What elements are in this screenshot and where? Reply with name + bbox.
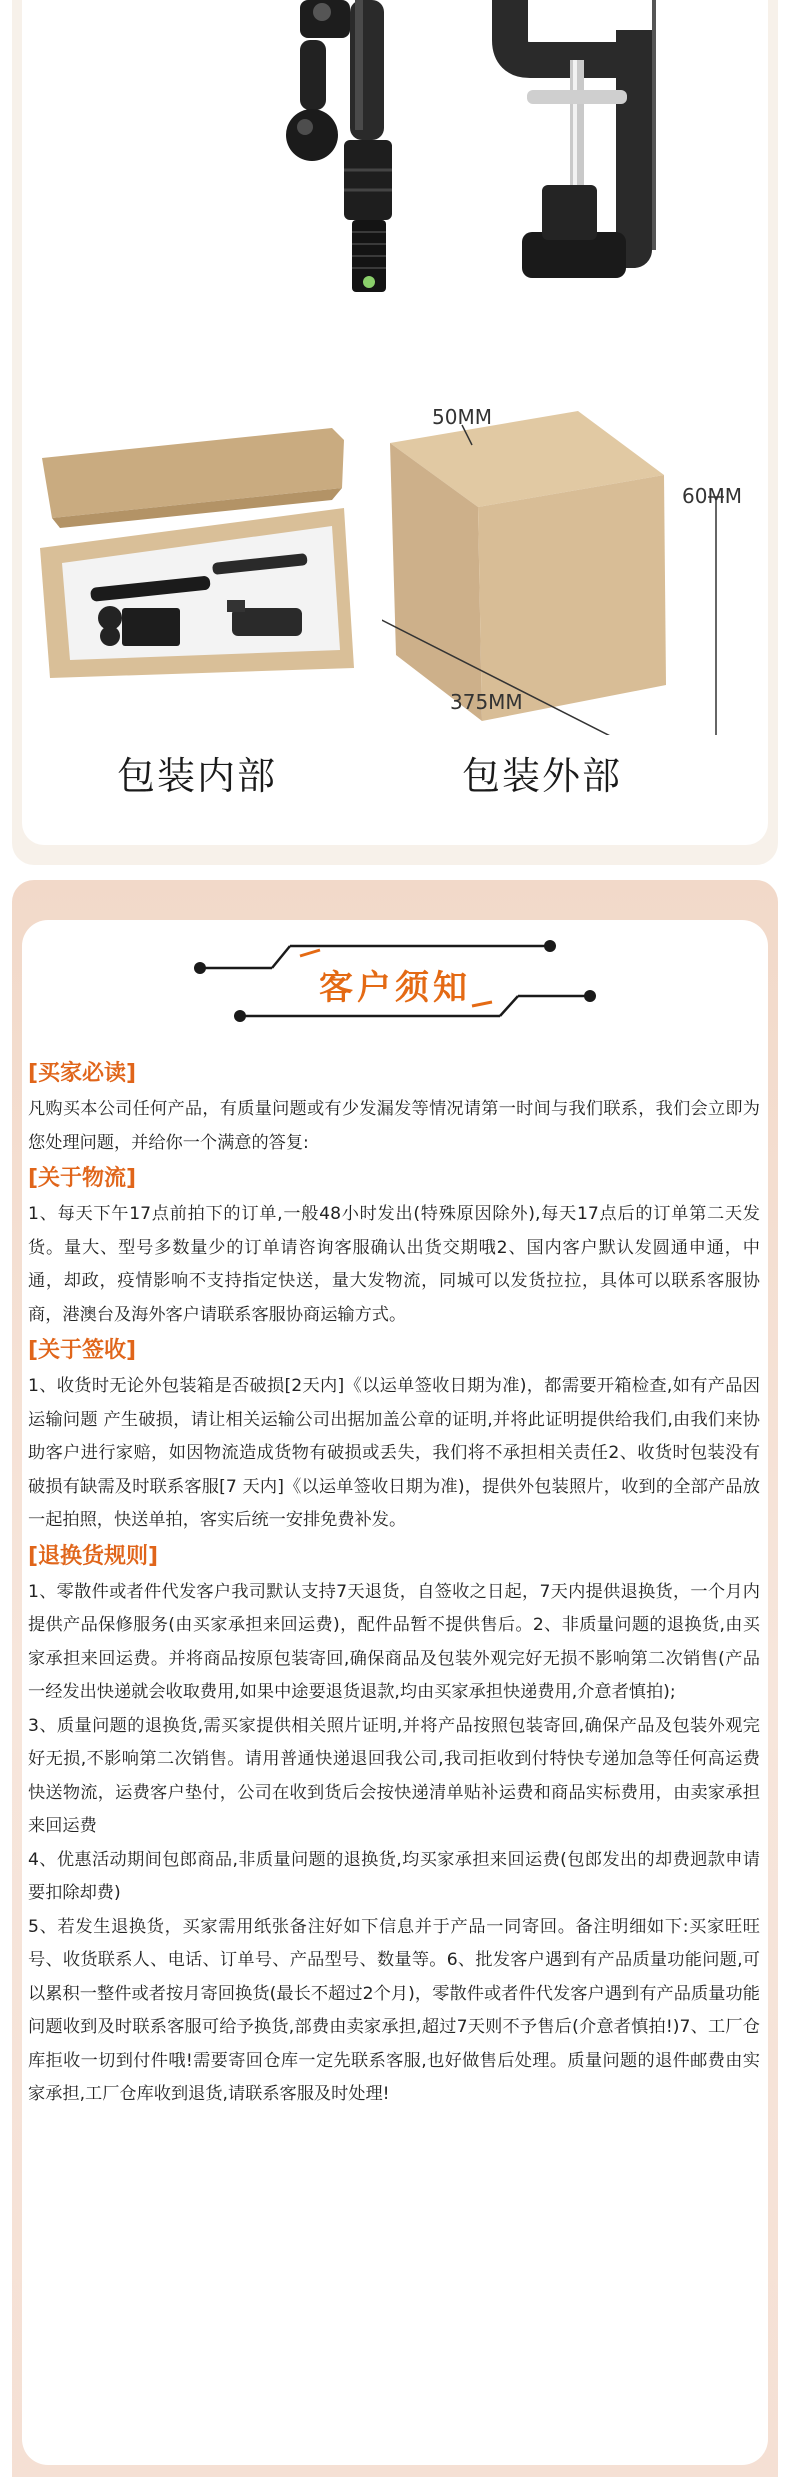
section-heading-logistics: [关于物流] [28,1166,137,1191]
section-heading-signing: [关于签收] [28,1338,137,1363]
paragraph: 凡购买本公司任何产品，有质量问题或有少发漏发等情况请第一时间与我们联系，我们会立即为您处理问题，并给你一个满意的答复: [28,1099,760,1153]
dim-label-length: 375MM [450,690,523,714]
dim-label-width: 50MM [432,405,492,429]
paragraph: 1、每天下午17点前拍下的订单,一般48小时发出(特殊原因除外),每天17点后的订单第二天发货。量大、型号多数量少的订单请咨询客服确认出货交期哦2、国内客户默认发圆通申通，中通，却政，疫情影响不支持指定快送，量大发物流，同城可以发货拉拉，具体可以联系客服协商，港澳台及海外客户请联系客服协商运输方式。 [28,1204,760,1325]
product-panel [12,0,778,865]
paragraph: 4、优惠活动期间包郎商品,非质量问题的退换货,均买家承担来回运费(包郎发出的却费迥款申请要扣除却费) [28,1849,760,1903]
caption-inside: 包装内部 [117,754,278,798]
box-outside-photo [382,405,762,735]
notice-title: 客户须知 [319,968,471,1008]
notice-content [28,1045,760,2112]
mount-arm-photo [22,0,768,330]
section-heading-returns: [退换货规则] [28,1543,159,1569]
dim-label-height: 60MM [682,484,742,508]
paragraph: 5、若发生退换货，买家需用纸张备注好如下信息并于产品一同寄回。备注明细如下:买家旺旺号、收货联系人、电话、订单号、产品型号、数量等。6、批发客户遇到有产品质量功能问题,可以累积一整件或者按月寄回换货(最长不超过2个月)，零散件或者件代发客户遇到有产品质量功能问题收到及时联系客服可给予换货,部费由卖家承担,超过7天则不予售后(介意者慎拍!)7、工厂仓库拒收一切到付件哦!需要寄回仓库一定先联系客服,也好做售后处理。质量问题的退件邮费由实家承担,工厂仓库收到退货,请联系客服及时处理! [28,1916,760,2104]
caption-outside: 包装外部 [462,754,623,798]
paragraph: 1、收货时无论外包装箱是否破损[2天内]《以运单签收日期为准)，都需要开箱检查,如有产品因运输问题 产生破损，请让相关运输公司出据加盖公章的证明,并将此证明提供给我们,由我们来协助客户进行家赔，如因物流造成货物有破损或丢失，我们将不承担相关责任2、收货时包装没有破损有缺需及时联系客服[7 天内]《以运单签收日期为准)，提供外包装照片，收到的全部产品放一起拍照，快送单拍，客实后统一安排免费补发。 [28,1376,760,1530]
product-image-area [22,0,768,845]
paragraph: 1、零散件或者件代发客户我司默认支持7天退货，自签收之日起，7天内提供退换货，一个月内提供产品保修服务(由买家承担来回运费)，配件品暂不提供售后。2、非质量问题的退换货,由买家承担来回运费。并将商品按原包装寄回,确保商品及包装外观完好无损不影响第二次销售(产品一经发出快递就会收取费用,如果中途要退货退款,均由买家承担快递费用,介意者慎拍); [28,1581,760,1702]
box-inside-photo [32,428,362,678]
paragraph: 3、质量问题的退换货,需买家提供相关照片证明,并将产品按照包装寄回,确保产品及包装外观完好无损,不影响第二次销售。请用普通快递退回我公司,我司拒收到付特快专递加急等任何高运费快送物流，运费客户垫付，公司在收到货后会按快递清单贴补运费和商品实标费用，由卖家承担来回运费 [28,1715,760,1836]
section-heading-buyer: [买家必读] [28,1061,137,1086]
